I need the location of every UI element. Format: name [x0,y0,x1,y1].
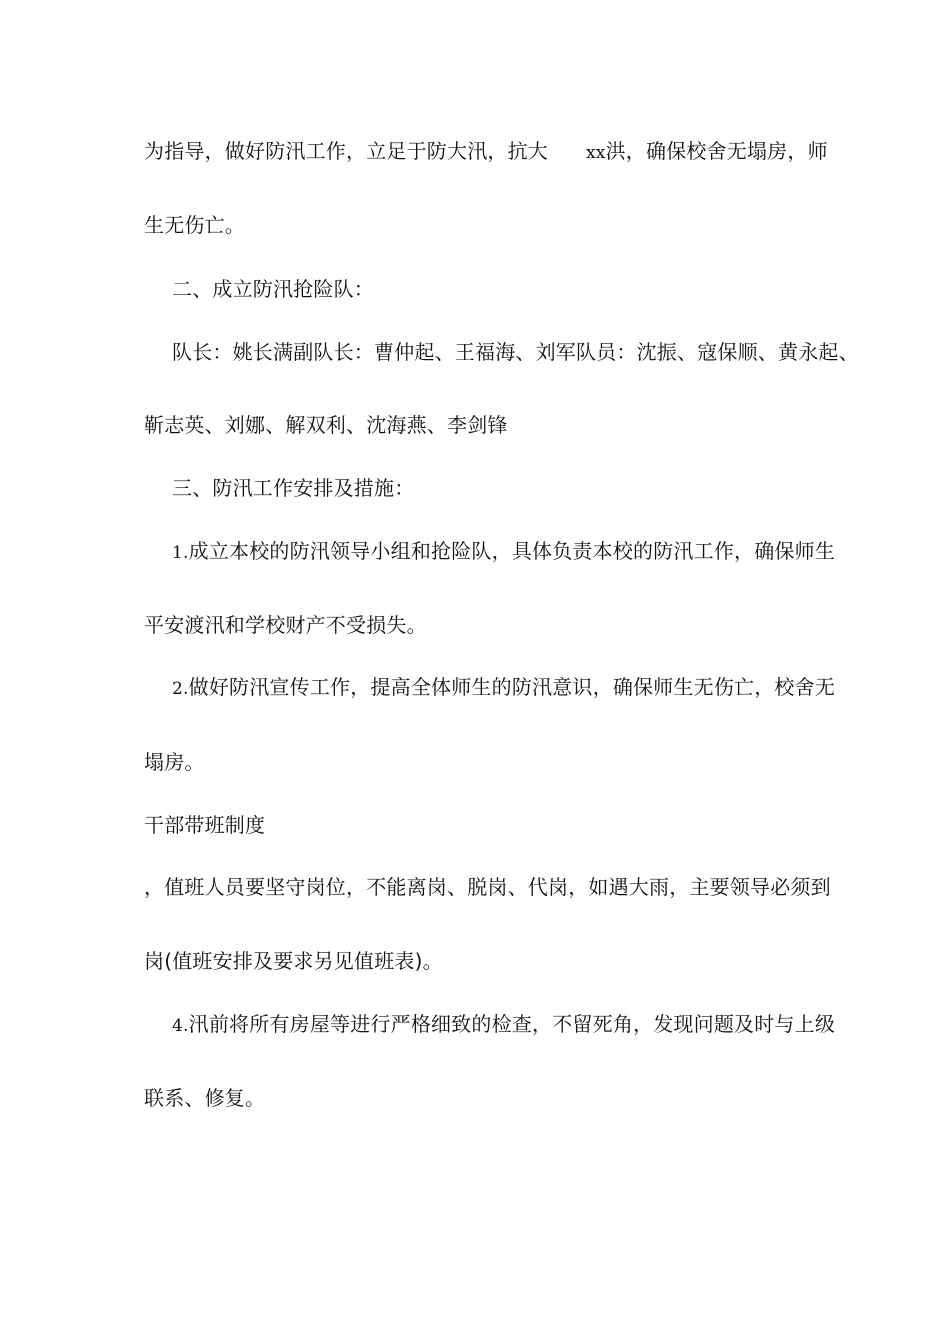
paragraph-line: ，值班人员要坚守岗位，不能离岗、脱岗、代岗，如遇大雨，主要领导必须到 [144,875,831,899]
list-item-text: 汛前将所有房屋等进行严格细致的检查，不留死角，发现问题及时与上级 [188,1012,836,1036]
paragraph-line [144,138,828,166]
placeholder-xx: xx [586,143,606,163]
list-item-line: 塌房。 [144,750,205,774]
subheading: 干部带班制度 [144,813,266,837]
list-item-line [172,674,835,702]
paragraph-line: 岗(值班安排及要求另见值班表)。 [144,949,443,973]
list-item-line: 平安渡汛和学校财产不受损失。 [144,613,427,637]
list-item-line: 联系、修复。 [144,1086,266,1110]
list-item-number: 4. [172,1016,189,1036]
team-members-line: 队长：姚长满副队长：曹仲起、王福海、刘军队员：沈振、寇保顺、黄永起、 [172,340,859,364]
text-segment: 洪，确保校舍无塌房，师 [605,139,828,163]
list-item-number: 2. [172,679,189,699]
text-segment: 为指导，做好防汛工作，立足于防大汛，抗大 [144,139,548,163]
section-heading: 三、防汛工作安排及措施： [172,476,415,500]
list-item-line [172,538,835,566]
team-members-line: 靳志英、刘娜、解双利、沈海燕、李剑锋 [144,413,508,437]
list-item-number: 1. [172,543,189,563]
list-item-line [172,1011,835,1039]
section-heading: 二、成立防汛抢险队： [172,277,374,301]
list-item-text: 成立本校的防汛领导小组和抢险队，具体负责本校的防汛工作，确保师生 [188,539,836,563]
paragraph-line: 生无伤亡。 [144,213,245,237]
list-item-text: 做好防汛宣传工作，提高全体师生的防汛意识，确保师生无伤亡，校舍无 [188,675,836,699]
